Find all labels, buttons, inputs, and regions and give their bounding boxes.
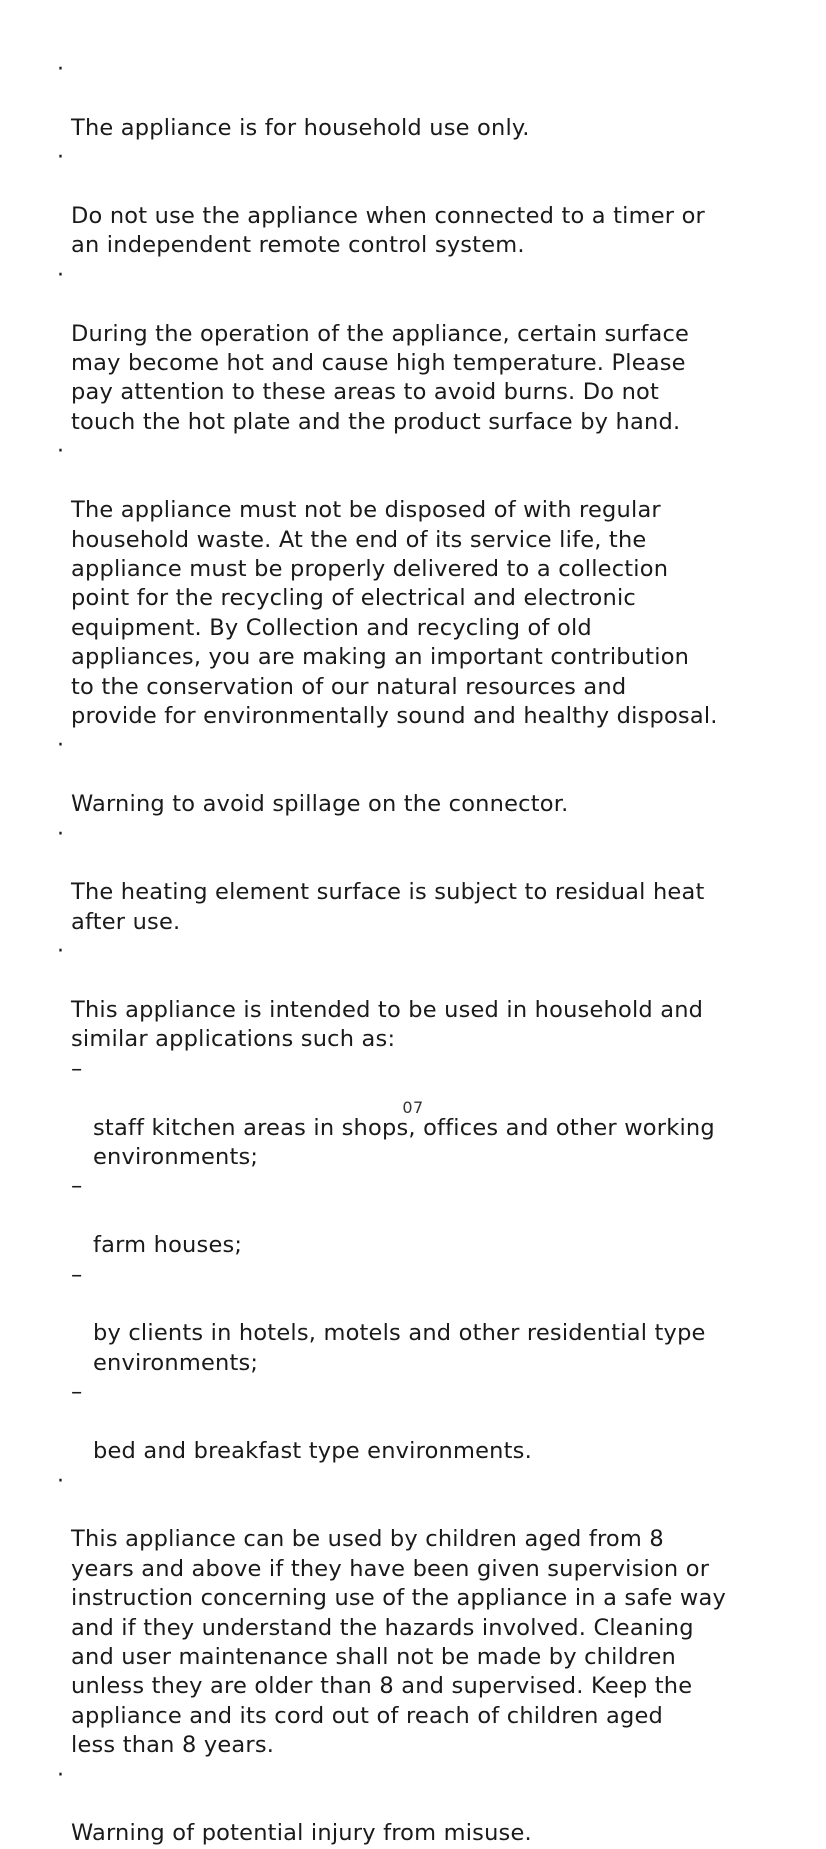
list-item bbox=[0, 261, 826, 437]
list-item bbox=[0, 731, 826, 819]
safety-instructions-list bbox=[0, 55, 826, 1849]
list-item-text: This appliance can be used by children aged from 8 years and above if they have been given supervision or instruction concerning use of the appliance in a safe way and if they understand the hazards involved. Cleaning and user maintenance shall not be made by children unless they are older than 8 and supervised. Keep the appliance and its cord out of reach of children aged less than 8 years. bbox=[71, 1526, 726, 1759]
list-item-text: During the operation of the appliance, certain surface may become hot and cause high temperature. Please pay attention to these areas to avoid burns. Do not touch the hot plate and the product surface by hand. bbox=[71, 320, 690, 435]
list-item bbox=[0, 437, 826, 731]
list-item-text: Warning to avoid spillage on the connector. bbox=[71, 791, 569, 818]
bullet-dot: · bbox=[57, 262, 65, 288]
list-item-text: Warning of potential injury from misuse. bbox=[71, 1820, 532, 1847]
bullet-dash: – bbox=[71, 1173, 83, 1200]
bullet-dot: · bbox=[57, 939, 65, 965]
sub-list-item bbox=[0, 1261, 826, 1379]
bullet-dash: – bbox=[71, 1261, 83, 1288]
sub-list-item-text: farm houses; bbox=[93, 1232, 243, 1259]
list-item bbox=[0, 55, 826, 143]
list-item bbox=[0, 1467, 826, 1761]
sub-list-item-text: by clients in hotels, motels and other residential type environments; bbox=[93, 1320, 706, 1376]
list-item bbox=[0, 1761, 826, 1849]
list-item bbox=[0, 143, 826, 261]
list-item-text: The heating element surface is subject to residual heat after use. bbox=[71, 879, 705, 935]
list-item-text: Do not use the appliance when connected to a timer or an independent remote control system. bbox=[71, 203, 705, 259]
bullet-dash: – bbox=[71, 1379, 83, 1406]
list-item-text: The appliance is for household use only. bbox=[71, 114, 530, 141]
list-item-text: This appliance is intended to be used in household and similar applications such as: bbox=[71, 997, 704, 1053]
sub-list-item-text: staff kitchen areas in shops, offices and other working environments; bbox=[93, 1114, 715, 1171]
bullet-dot: · bbox=[57, 733, 65, 759]
bullet-dot: · bbox=[57, 57, 65, 82]
bullet-dot: · bbox=[57, 145, 65, 171]
sub-list-item bbox=[0, 1378, 826, 1466]
bullet-dot: · bbox=[57, 821, 65, 847]
bullet-dash: – bbox=[71, 1055, 83, 1082]
sub-list-item-text: bed and breakfast type environments. bbox=[93, 1438, 532, 1465]
list-item bbox=[0, 937, 826, 1055]
sub-list-item bbox=[0, 1172, 826, 1260]
bullet-dot: · bbox=[57, 1762, 65, 1788]
bullet-dot: · bbox=[57, 1468, 65, 1494]
list-item bbox=[0, 820, 826, 938]
page-number: 07 bbox=[402, 1098, 424, 1117]
bullet-dot: · bbox=[57, 439, 65, 465]
list-item-text: The appliance must not be disposed of with regular household waste. At the end of its service life, the appliance must be properly delivered to a collection point for the recycling of electrical and electronic equipment. By Collection and recycling of old appliances, you are making an important contribution to the conservation of our natural resources and provide for environmentally sound and healthy disposal. bbox=[71, 497, 718, 729]
